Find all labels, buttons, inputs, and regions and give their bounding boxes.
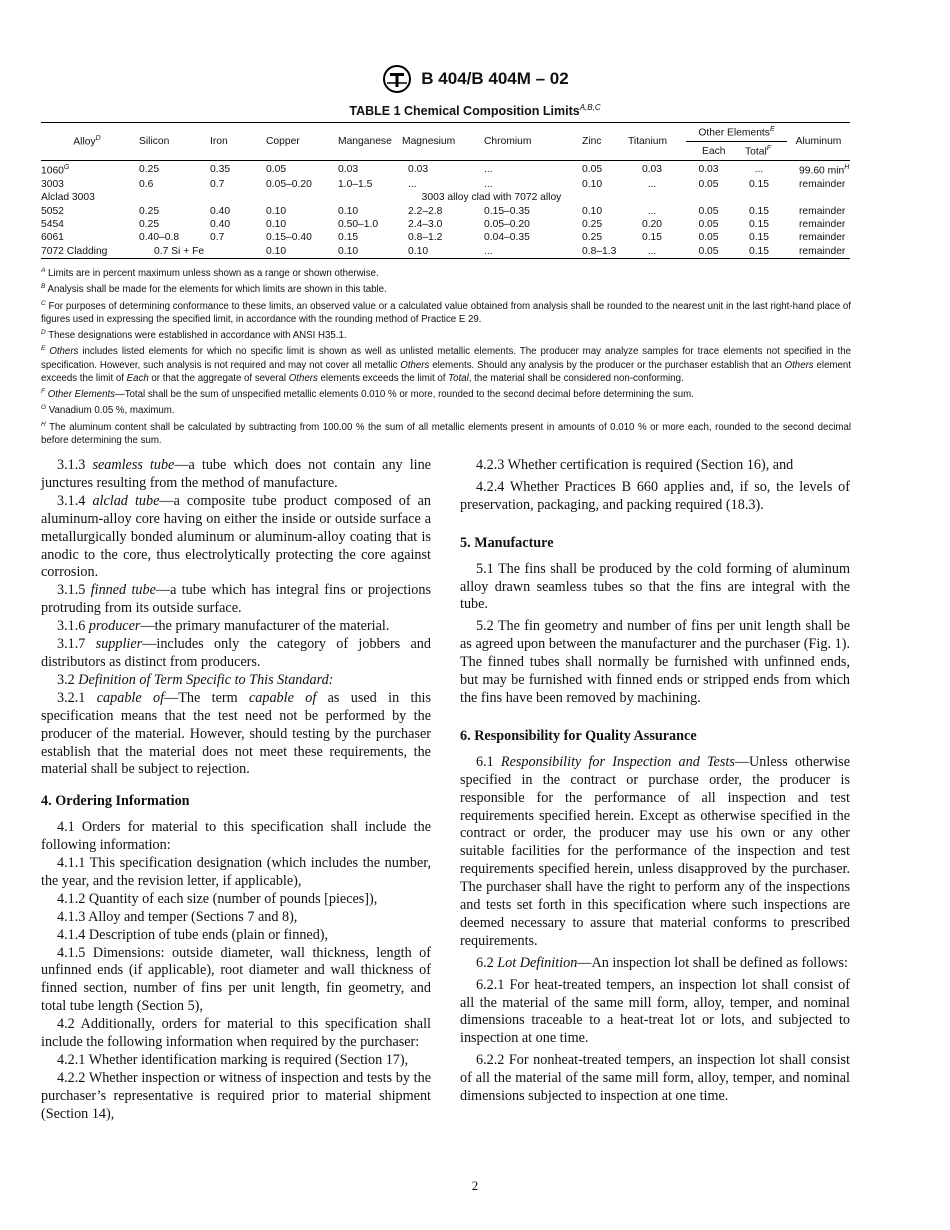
cell-cr: ... <box>484 163 493 175</box>
table-footnotes <box>41 264 851 447</box>
right-column <box>460 457 850 1106</box>
cell-ti: 0.15 <box>641 232 663 244</box>
para-5-1: 5.1 The fins shall be produced by the cold forming of aluminum alloy drawn seamless tubes so that the fins are integral with the tube. <box>460 560 850 613</box>
cell-si: 0.25 <box>139 205 160 217</box>
cell-fe: 0.7 <box>210 178 225 190</box>
cell-alloy: Alclad 3003 <box>41 192 95 204</box>
cell-zn: 0.8–1.3 <box>556 245 618 259</box>
cell-cu: 0.15–0.40 <box>266 232 312 244</box>
header-iron: Iron <box>210 136 228 147</box>
cell-total: 0.15 <box>748 205 770 217</box>
cell-cr: ... <box>484 178 493 190</box>
table-row <box>41 231 850 244</box>
table-title-refs: A,B,C <box>579 103 601 112</box>
para-4-2-3: 4.2.3 Whether certification is required (Section 16), and <box>476 457 794 473</box>
cell-total: ... <box>754 163 764 175</box>
cell-ti: ... <box>647 178 657 190</box>
table-row <box>41 191 850 204</box>
cell-ti: ... <box>618 245 686 259</box>
cell-each: 0.03 <box>698 163 719 175</box>
cell-al: remainder <box>799 178 846 190</box>
cell-ti: 0.03 <box>641 163 663 175</box>
cell-alloy: 5454 <box>41 219 64 231</box>
para-4-2-4: 4.2.4 Whether Practices B 660 applies and, if so, the levels of preservation, packaging, and packing required (18.3). <box>460 478 850 513</box>
cell-fe: 0.35 <box>210 163 231 175</box>
para-4-1-1: 4.1.1 This specification designation (which includes the number, the year, and the revision letter, if applicable), <box>41 855 431 889</box>
table-row <box>41 218 850 231</box>
document-designation: B 404/B 404M – 02 <box>421 69 569 88</box>
para-4-1: 4.1 Orders for material to this specification shall include the following information: <box>41 819 431 854</box>
section-4-heading: 4. Ordering Information <box>41 793 190 810</box>
header-other-elements: Other Elements$^E$ <box>686 123 787 142</box>
table-row <box>41 205 850 218</box>
header-alloy: Alloy$^D$ <box>73 135 101 148</box>
cell-al: remainder <box>799 232 846 244</box>
para-3-2: 3.2 Definition of Term Specific to This Standard: <box>57 671 334 688</box>
header-silicon: Silicon <box>139 136 170 147</box>
footnote-a: $^A$ Limits are in percent maximum unless shown as a range or shown otherwise. <box>41 267 379 280</box>
cell-each: 0.05 <box>686 245 731 259</box>
cell-al: remainder <box>787 245 850 259</box>
para-6-2-2: 6.2.2 For nonheat-treated tempers, an inspection lot shall consist of all the material of the same mill form, alloy, temper, and nominal dimensions subjected to inspection at one time. <box>460 1052 850 1105</box>
cell-al: remainder <box>799 205 846 217</box>
section-5-heading: 5. Manufacture <box>460 534 554 551</box>
para-6-2: 6.2 Lot Definition—An inspection lot shall be defined as follows: <box>476 954 848 971</box>
cell-cu: 0.10 <box>266 219 287 231</box>
cell-cu: 0.10 <box>266 205 287 217</box>
para-3-1-5: 3.1.5 finned tube—a tube which has integral fins or projections protruding from its outside surface. <box>41 582 432 617</box>
cell-zn: 0.25 <box>582 219 603 231</box>
header-manganese: Manganese <box>338 136 392 147</box>
cell-total: 0.15 <box>731 245 787 259</box>
cell-cu: 0.05–0.20 <box>266 178 312 190</box>
cell-fe: 0.7 <box>210 232 225 244</box>
cell-zn: 0.10 <box>582 178 603 190</box>
para-4-2-2: 4.2.2 Whether inspection or witness of inspection and tests by the purchaser’s representative is required prior to material shipment (Section 14), <box>41 1069 431 1122</box>
footnote-c: $^C$ For purposes of determining conformance to these limits, an observed value or a calculated value obtained from analysis shall be rounded to the nearest unit in the last right-hand place of figures used in expressing the specified limit, in accordance with the rounding method of Practice E 29. <box>41 299 851 325</box>
cell-each: 0.05 <box>698 232 719 244</box>
composition-table-body <box>41 161 850 259</box>
cell-each: 0.05 <box>698 219 719 231</box>
cell-mg: ... <box>408 178 417 190</box>
cell-cr: 0.15–0.35 <box>484 205 530 217</box>
cell-mn: 0.10 <box>338 205 359 217</box>
para-3-1-3: 3.1.3 seamless tube—a tube which does not contain any line junctures resulting from the method of manufacture. <box>41 457 431 491</box>
cell-alloy: 6061 <box>41 232 64 244</box>
header-titanium: Titanium <box>628 136 668 147</box>
para-4-2: 4.2 Additionally, orders for material to this specification shall include the following information when required by the purchaser: <box>41 1016 431 1051</box>
page-number: 2 <box>471 1178 479 1193</box>
table-row <box>41 161 850 178</box>
astm-logo-icon <box>381 64 413 94</box>
cell-si: 0.40–0.8 <box>139 232 180 244</box>
cell-zn: 0.05 <box>582 163 603 175</box>
cell-alloy: $1060^G$ <box>41 164 70 177</box>
composition-table <box>41 122 850 259</box>
cell-cr: ... <box>478 245 556 259</box>
cell-si: 0.6 <box>139 178 154 190</box>
para-3-1-4: 3.1.4 alclad tube—a composite tube product composed of an aluminum-alloy core having on either the inside or outside surface a metallurgically bonded aluminum or aluminum-alloy coating that is anodic to the core, thus electrolytically protecting the core against corrosion. <box>41 492 432 581</box>
cell-cu: 0.10 <box>258 245 332 259</box>
para-3-1-7: 3.1.7 supplier—includes only the category of jobbers and distributors as distinct from producers. <box>41 636 431 670</box>
para-3-1-6: 3.1.6 producer—the primary manufacturer of the material. <box>57 618 390 635</box>
cell-mn: 0.03 <box>338 163 359 175</box>
cell-al: 99.60 $\min^H$ <box>799 164 850 177</box>
cell-mg: 2.2–2.8 <box>408 205 443 217</box>
cell-mn: 0.50–1.0 <box>338 219 379 231</box>
cell-alloy: 5052 <box>41 205 64 217</box>
para-6-2-1: 6.2.1 For heat-treated tempers, an inspection lot shall consist of all the material of the same mill form, alloy, temper, and nominal dimensions traceable to a heat-treat lot or lots, and subjected to inspection at one time. <box>460 976 850 1047</box>
table-title-text: TABLE 1 Chemical Composition Limits <box>349 104 580 119</box>
header-total: Total$^F$ <box>745 144 772 158</box>
cell-fe: 0.40 <box>210 219 231 231</box>
cell-cr: 0.05–0.20 <box>484 219 530 231</box>
section-6-heading: 6. Responsibility for Quality Assurance <box>460 727 697 744</box>
cell-alloy: 7072 Cladding <box>41 245 133 259</box>
table-title <box>0 103 950 118</box>
cell-ti: ... <box>647 205 657 217</box>
para-5-2: 5.2 The fin geometry and number of fins per unit length shall be as agreed upon between the manufacturer and the purchaser (Fig. 1). The finned tubes shall normally be furnished with unfinned ends, but may be furnished with finned ends or stripped ends from which the fins have been removed by machining. <box>460 618 850 706</box>
para-4-1-4: 4.1.4 Description of tube ends (plain or finned), <box>57 926 329 943</box>
cell-each: 0.05 <box>698 205 719 217</box>
cell-mn: 0.10 <box>332 245 398 259</box>
cell-si-fe: 0.7 Si + Fe <box>133 245 258 259</box>
cell-mg: 0.10 <box>398 245 478 259</box>
left-column <box>41 457 431 1124</box>
header-each: Each <box>702 145 726 157</box>
cell-si: 0.25 <box>139 219 160 231</box>
para-3-2-1: 3.2.1 capable of—The term capable of as used in this specification means that the test need not be performed by the producer of the material. However, should testing by the purchaser establish that the material does not meet these requirements, the material shall be subject to rejection. <box>41 689 432 778</box>
header-chromium: Chromium <box>484 136 532 147</box>
cell-mn: 0.15 <box>338 232 359 244</box>
header-copper: Copper <box>266 136 300 147</box>
para-4-1-5: 4.1.5 Dimensions: outside diameter, wall thickness, length of unfinned ends (if applicable), root diameter and wall thickness of finned section, number of fins per unit length, fin geometry, and total tube length (Section 5), <box>41 944 431 1015</box>
footnote-e: $^E$ Others includes listed elements for which no specific limit is shown as well as unlisted metallic elements. The producer may analyze samples for trace elements not specified in the specification. However, such analysis is not required and may not cover all metallic Others elements. Should any analysis by the producer or the purchaser establish that an Others element exceeds the limit of Each or that the aggregate of several Others elements exceeds the limit of Total, the material shall be considered non-conforming. <box>41 345 851 384</box>
para-4-1-3: 4.1.3 Alloy and temper (Sections 7 and 8), <box>57 908 298 925</box>
para-4-2-1: 4.2.1 Whether identification marking is required (Section 17), <box>57 1052 409 1068</box>
cell-clad-note: 3003 alloy clad with 7072 alloy <box>421 192 562 204</box>
header-zinc: Zinc <box>582 136 602 147</box>
cell-alloy: 3003 <box>41 178 64 190</box>
header-aluminum: Aluminum <box>795 136 842 147</box>
cell-zn: 0.25 <box>582 232 603 244</box>
cell-cr: 0.04–0.35 <box>484 232 530 244</box>
cell-mg: 0.03 <box>408 163 429 175</box>
header-magnesium: Magnesium <box>402 136 456 147</box>
para-4-1-2: 4.1.2 Quantity of each size (number of pounds [pieces]), <box>57 890 378 907</box>
table-row <box>41 245 850 259</box>
cell-mg: 2.4–3.0 <box>408 219 443 231</box>
cell-total: 0.15 <box>748 219 770 231</box>
cell-total: 0.15 <box>748 232 770 244</box>
footnote-d: $^D$ These designations were established in accordance with ANSI H35.1. <box>41 329 347 342</box>
footnote-g: $^G$ Vanadium 0.05 %, maximum. <box>41 404 175 417</box>
cell-mg: 0.8–1.2 <box>408 232 443 244</box>
cell-mn: 1.0–1.5 <box>338 178 373 190</box>
document-header <box>0 64 950 99</box>
table-row <box>41 178 850 191</box>
cell-zn: 0.10 <box>582 205 603 217</box>
cell-total: 0.15 <box>748 178 770 190</box>
cell-fe: 0.40 <box>210 205 231 217</box>
footnote-h: $^H$ The aluminum content shall be calculated by subtracting from 100.00 % the sum of all metallic elements present in amounts of 0.010 % or more each, rounded to the second decimal before determining the sum. <box>41 420 851 446</box>
cell-each: 0.05 <box>698 178 719 190</box>
para-6-1: 6.1 Responsibility for Inspection and Tests—Unless otherwise specified in the contract or purchase order, the producer is responsible for the performance of all inspection and test requirements specified herein. Except as otherwise specified in the contract or order, the producer may use his own or any other suitable facilities for the performance of the inspection and test requirements specified herein, unless disapproved by the purchaser. The purchaser shall have the right to perform any of the inspections and tests set forth in this specification where such inspections are deemed necessary to assure that material conforms to prescribed requirements. <box>460 753 850 949</box>
cell-cu: 0.05 <box>266 163 287 175</box>
cell-al: remainder <box>799 219 846 231</box>
cell-ti: 0.20 <box>641 219 663 231</box>
cell-si: 0.25 <box>139 163 160 175</box>
footnote-b: $^B$ Analysis shall be made for the elements for which limits are shown in this table. <box>41 283 387 296</box>
footnote-f: $^F$ Other Elements—Total shall be the sum of unspecified metallic elements 0.010 % or more, rounded to the second decimal before determining the sum. <box>41 387 694 401</box>
